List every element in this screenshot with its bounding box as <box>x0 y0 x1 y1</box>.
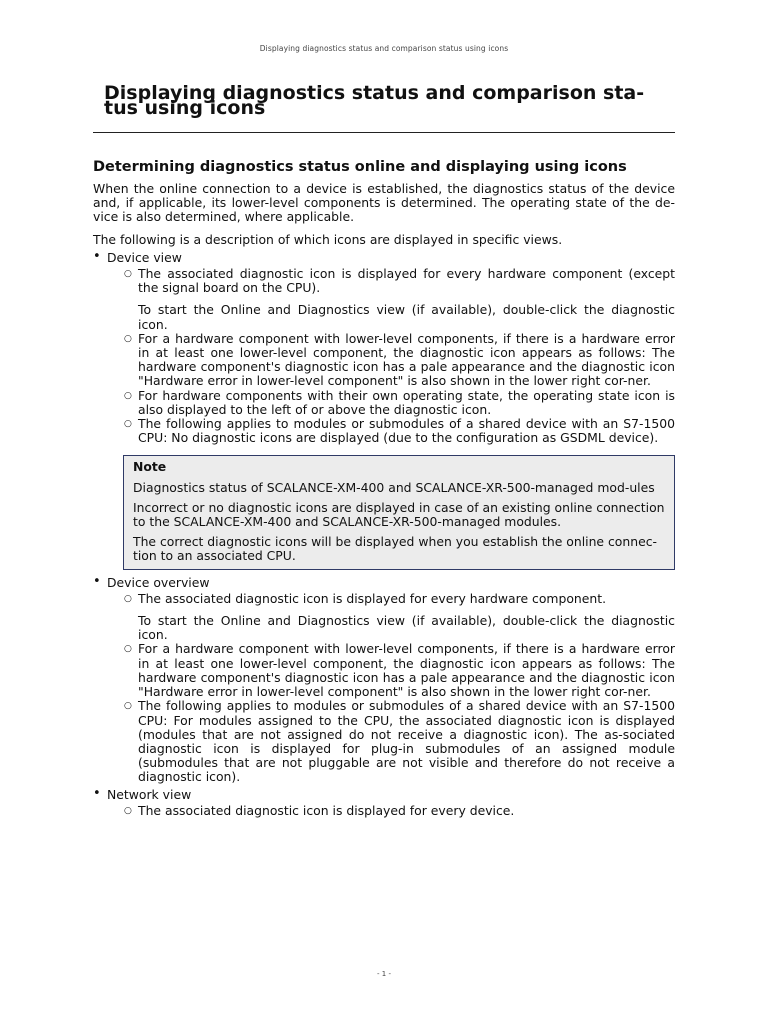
device-overview-label: Device overview <box>107 574 210 590</box>
network-view-label: Network view <box>107 786 192 802</box>
list-item <box>107 332 675 389</box>
circle-bullet-icon: ○ <box>124 419 132 430</box>
list-item-text: The following applies to modules or submodules of a shared device with an S7-1500 CPU: No diagnostic icons are displayed (due to the configuration as GSDML device). <box>138 416 675 446</box>
circle-bullet-icon: ○ <box>124 333 132 344</box>
page-title: Displaying diagnostics status and comparison sta-tus using icons <box>104 82 645 119</box>
device-view-sublist <box>107 267 675 445</box>
circle-bullet-icon: ○ <box>124 701 132 712</box>
list-item-text: The following applies to modules or submodules of a shared device with an S7-1500 CPU: For modules assigned to the CPU, the associated diagnostic icon is displayed (modules that are not assigned do not receive a diagnostic icon). The as-sociated diagnostic icon is displayed for plug-in submodules of an assigned module (submodules that are not pluggable are not visible and therefore do not receive a diagnostic icon). <box>138 698 675 785</box>
list-item-text: The associated diagnostic icon is displayed for every hardware component. <box>138 590 607 606</box>
running-header: Displaying diagnostics status and comparison status using icons <box>259 44 509 53</box>
list-item-device-view <box>93 248 675 570</box>
list-item-text: For hardware components with their own operating state, the operating state icon is also displayed to the left of or above the diagnostic icon. <box>138 387 675 417</box>
list-item <box>107 267 675 332</box>
bullet-icon: • <box>93 248 101 264</box>
device-view-label: Device view <box>107 249 182 265</box>
note-subtitle: Diagnostics status of SCALANCE-XM-400 and SCALANCE-XR-500-managed mod-ules <box>133 479 655 495</box>
description-paragraph: The following is a description of which icons are displayed in specific views. <box>93 231 563 247</box>
title-divider <box>93 132 675 133</box>
circle-bullet-icon: ○ <box>124 269 132 280</box>
circle-bullet-icon: ○ <box>124 593 132 604</box>
list-item-text: The associated diagnostic icon is displayed for every hardware component (except the signal board on the CPU). <box>138 266 675 296</box>
bullet-icon: • <box>93 785 101 801</box>
note-box <box>123 455 675 569</box>
views-list <box>93 248 675 818</box>
list-item <box>107 389 675 417</box>
list-item-network-view <box>93 785 675 818</box>
list-item-text: The associated diagnostic icon is displayed for every device. <box>138 802 515 818</box>
list-item-device-overview <box>93 573 675 785</box>
list-item <box>107 699 675 784</box>
list-item <box>107 804 675 818</box>
list-item-text: For a hardware component with lower-level components, if there is a hardware error in at least one lower-level component, the diagnostic icon appears as follows: The hardware component's diagnostic icon has a pale appearance and the diagnostic icon "Hardware error in lower-level component" is also shown in the lower right cor-ner. <box>138 641 675 700</box>
list-item-text: To start the Online and Diagnostics view (if available), double-click the diagnostic icon. <box>138 302 675 332</box>
list-item <box>107 642 675 699</box>
circle-bullet-icon: ○ <box>124 805 132 816</box>
intro-paragraph: When the online connection to a device is established, the diagnostics status of the device and, if applicable, its lower-level components is determined. The operating state of the de-vice is also determined, where applicable. <box>93 181 675 225</box>
note-text: Incorrect or no diagnostic icons are displayed in case of an existing online connection to the SCALANCE-XM-400 and SCALANCE-XR-500-managed modules. <box>133 499 665 530</box>
circle-bullet-icon: ○ <box>124 390 132 401</box>
list-item-text: For a hardware component with lower-level components, if there is a hardware error in at least one lower-level component, the diagnostic icon appears as follows: The hardware component's diagnostic icon has a pale appearance and the diagnostic icon "Hardware error in lower-level component" is also shown in the lower right cor-ner. <box>138 330 675 389</box>
bullet-icon: • <box>93 573 101 589</box>
list-item <box>107 417 675 445</box>
list-item-text: To start the Online and Diagnostics view (if available), double-click the diagnostic icon. <box>138 613 675 643</box>
note-text: The correct diagnostic icons will be displayed when you establish the online connec-tion to an associated CPU. <box>133 534 657 564</box>
circle-bullet-icon: ○ <box>124 644 132 655</box>
device-overview-sublist <box>107 592 675 785</box>
section-heading: Determining diagnostics status online and displaying using icons <box>93 159 627 175</box>
network-view-sublist <box>107 804 675 818</box>
note-title: Note <box>133 459 167 475</box>
page-number: - 1 - <box>377 970 391 978</box>
list-item <box>107 592 675 643</box>
document-body <box>93 158 675 821</box>
